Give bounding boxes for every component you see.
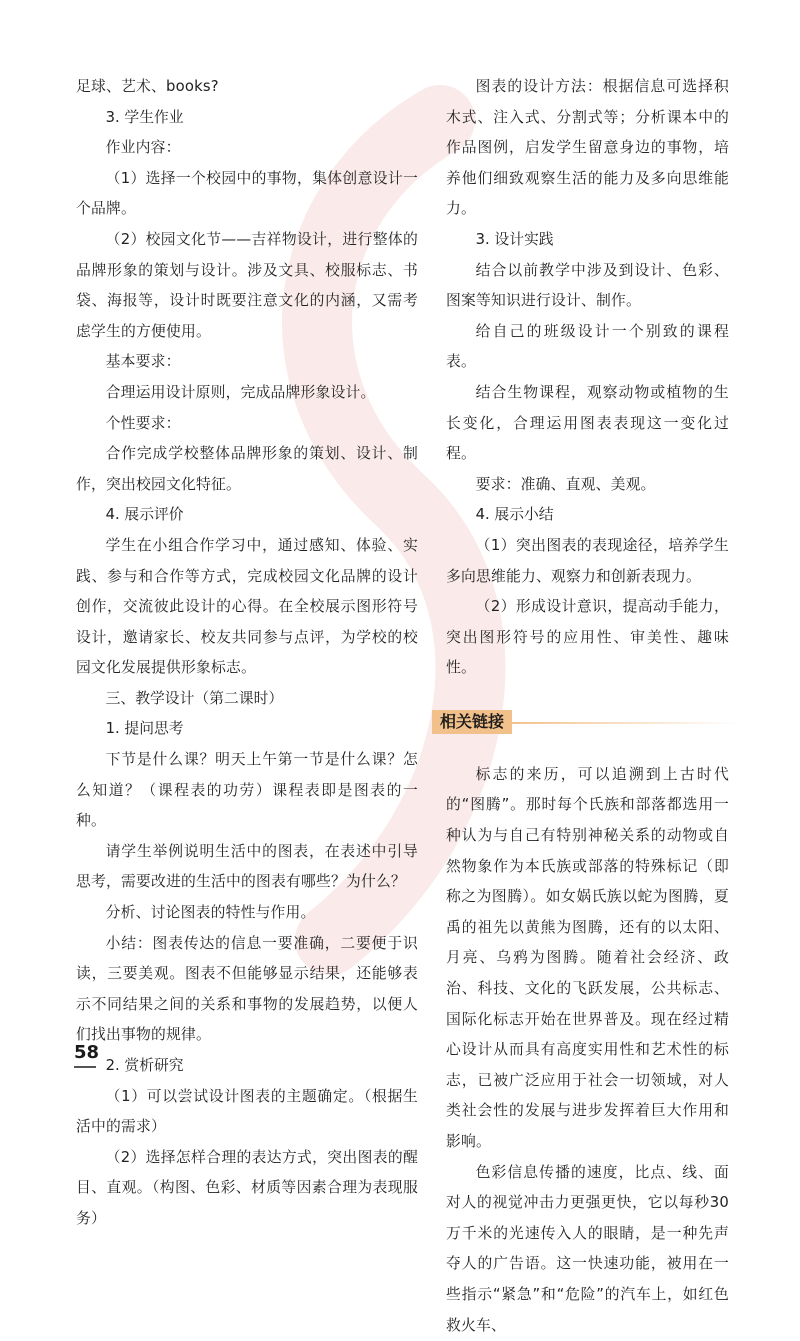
right-column [440, 72, 729, 1341]
paragraph: （2）选择怎样合理的表达方式，突出图表的醒目、直观。（构图、色彩、材质等因素合理为表现服务） [76, 1148, 418, 1227]
subheading: 3. 学生作业 [105, 108, 184, 126]
paragraph: 学生在小组合作学习中，通过感知、体验、实践、参与和合作等方式，完成校园文化品牌的设计创作，交流彼此设计的心得。在全校展示图形符号设计，邀请家长、校友共同参与点评，为学校的校园文化发展提供形象标志。 [76, 536, 418, 677]
paragraph: 个性要求： [105, 414, 181, 432]
paragraph: 作业内容： [105, 139, 181, 157]
page-number-rule [74, 1066, 96, 1068]
subheading: 4. 展示小结 [475, 506, 554, 524]
paragraph: 基本要求： [105, 353, 181, 371]
section-label: 相关链接 [432, 710, 512, 734]
paragraph: 下节是什么课？明天上午第一节是什么课？怎么知道？（课程表的功劳）课程表即是图表的一种。 [76, 751, 418, 830]
paragraph: 合理运用设计原则，完成品牌形象设计。 [105, 383, 376, 401]
paragraph: 小结：图表传达的信息一要准确，二要便于识读，三要美观。图表不但能够显示结果，还能够表示不同结果之间的关系和事物的发展趋势，以便人们找出事物的规律。 [76, 934, 418, 1044]
paragraph: 图表的设计方法：根据信息可选择积木式、注入式、分割式等；分析课本中的作品图例，启发学生留意身边的事物，培养他们细致观察生活的能力及多向思维能力。 [446, 78, 729, 218]
subheading: 1. 提问思考 [105, 720, 184, 738]
paragraph: 合作完成学校整体品牌形象的策划、设计、制作，突出校园文化特征。 [76, 445, 418, 493]
paragraph: （1）选择一个校园中的事物，集体创意设计一个品牌。 [76, 169, 418, 218]
paragraph: 要求：准确、直观、美观。 [475, 475, 656, 493]
paragraph: 足球、艺术、books? [76, 78, 219, 95]
paragraph: 给自己的班级设计一个别致的课程表。 [446, 322, 729, 371]
page-number: 58 [74, 1042, 100, 1063]
paragraph: （2）校园文化节——吉祥物设计，进行整体的品牌形象的策划与设计。涉及文具、校服标志、书袋、海报等，设计时既要注意文化的内涵，又需考虑学生的方便使用。 [76, 230, 418, 340]
section-divider [506, 722, 739, 724]
paragraph: （2）形成设计意识，提高动手能力，突出图形符号的应用性、审美性、趣味性。 [446, 598, 729, 677]
paragraph: 请学生举例说明生活中的图表，在表述中引导思考，需要改进的生活中的图表有哪些？为什么？ [76, 842, 418, 891]
paragraph: 色彩信息传播的速度，比点、线、面对人的视觉冲击力更强更快，它以每秒30万千米的光速传入人的眼睛，是一种先声夺人的广告语。这一快速功能，被用在一些指示“紧急”和“危险”的汽车上，如红色救火车、 [446, 1163, 729, 1334]
paragraph: 结合以前教学中涉及到设计、色彩、图案等知识进行设计、制作。 [446, 261, 729, 310]
paragraph: 标志的来历，可以追溯到上古时代的“图腾”。那时每个氏族和部落都选用一种认为与自己有特别神秘关系的动物或自然物象作为本氏族或部落的特殊标记（即称之为图腾）。如女娲氏族以蛇为图腾，夏禹的祖先以黄熊为图腾，还有的以太阳、月亮、乌鸦为图腾。随着社会经济、政治、科技、文化的飞跃发展，公共标志、国际化标志开始在世界普及。现在经过精心设计从而具有高度实用性和艺术性的标志，已被广泛应用于社会一切领域，对人类社会性的发展与进步发挥着巨大作用和影响。 [446, 765, 729, 1150]
subheading: 三、教学设计（第二课时） [105, 689, 284, 707]
subheading: 4. 展示评价 [105, 506, 184, 524]
paragraph: 结合生物课程，观察动物或植物的生长变化，合理运用图表表现这一变化过程。 [446, 383, 729, 463]
subheading: 2. 赏析研究 [105, 1057, 184, 1074]
paragraph: （1）可以尝试设计图表的主题确定。（根据生活中的需求） [76, 1087, 418, 1136]
related-links-section-header [440, 706, 729, 740]
paragraph: （1）突出图表的表现途径，培养学生多向思维能力、观察力和创新表现力。 [446, 536, 729, 585]
paragraph: 分析、讨论图表的特性与作用。 [105, 904, 316, 922]
subheading: 3. 设计实践 [475, 230, 554, 248]
left-column [76, 72, 418, 1235]
